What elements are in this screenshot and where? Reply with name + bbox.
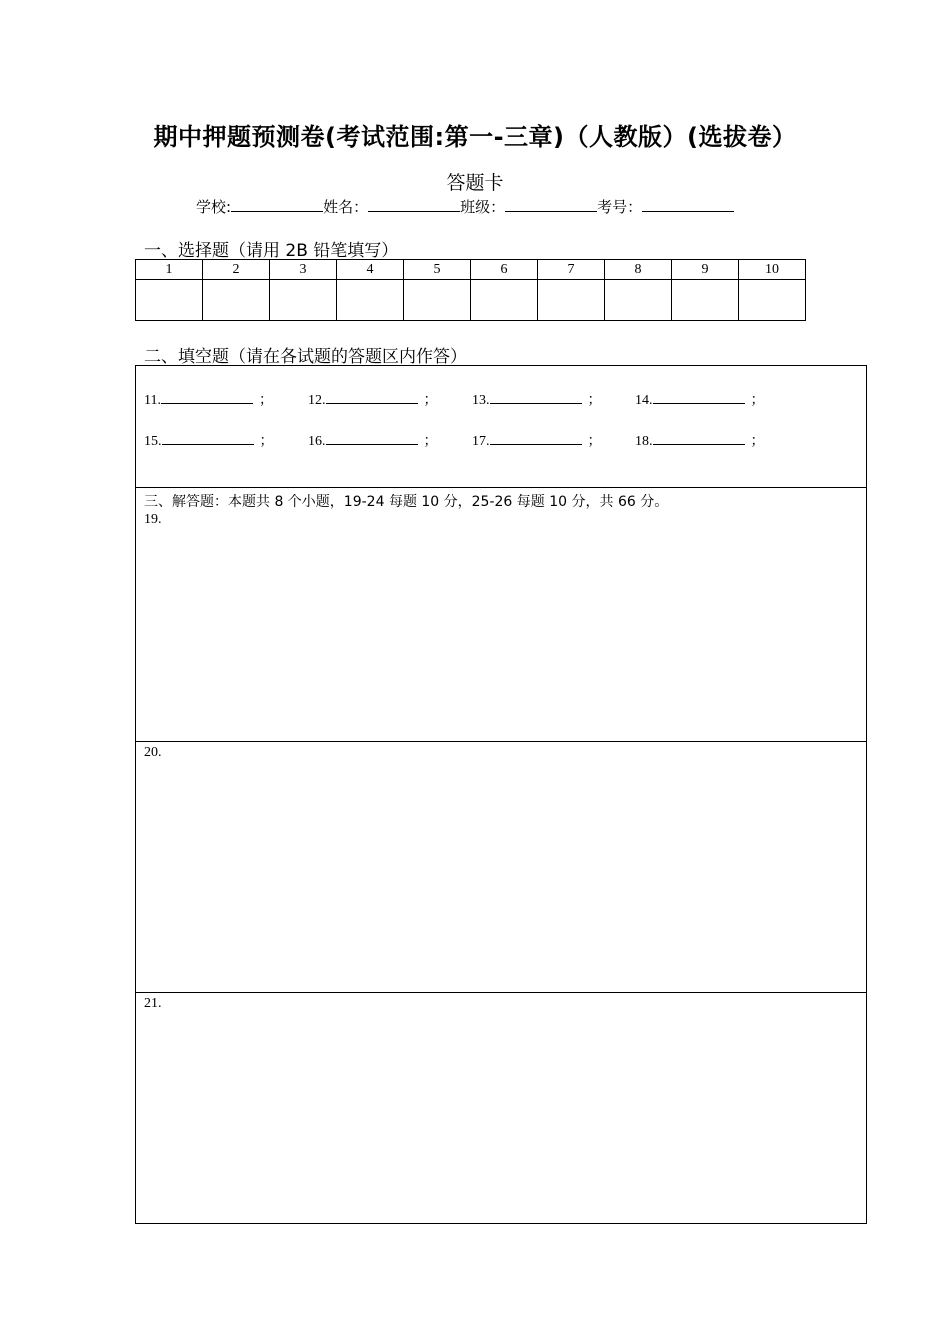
fill-separator: ；	[587, 393, 602, 408]
fill-blank[interactable]	[490, 390, 582, 404]
section-choice-heading: 一、选择题（请用 2B 铅笔填写）	[144, 241, 399, 261]
choice-answer-cell[interactable]	[538, 280, 605, 321]
choice-number: 2	[203, 260, 270, 280]
fill-item	[308, 389, 438, 409]
choice-number: 7	[538, 260, 605, 280]
choice-answer-table	[135, 259, 806, 321]
choice-number: 6	[471, 260, 538, 280]
choice-answer-cell[interactable]	[605, 280, 672, 321]
fill-item-number: 14.	[635, 393, 653, 408]
fill-blank[interactable]	[490, 431, 582, 445]
fill-item	[144, 430, 274, 450]
fill-blank[interactable]	[326, 431, 418, 445]
answer-box-20[interactable]	[135, 741, 867, 993]
question-number: 19.	[144, 512, 162, 527]
fill-item	[144, 389, 273, 409]
fill-item-number: 12.	[308, 393, 326, 408]
fill-item	[635, 430, 765, 450]
fill-blank[interactable]	[653, 431, 745, 445]
class-label: 班级：	[460, 198, 506, 216]
choice-answer-row	[136, 280, 806, 321]
choice-answer-cell[interactable]	[270, 280, 337, 321]
fill-separator: ；	[750, 434, 765, 449]
fill-item-number: 16.	[308, 434, 326, 449]
choice-number: 10	[739, 260, 806, 280]
name-label: 姓名：	[323, 198, 369, 216]
choice-answer-cell[interactable]	[672, 280, 739, 321]
school-label: 学校:	[196, 198, 232, 216]
fill-item	[472, 389, 602, 409]
fill-item	[472, 430, 602, 450]
school-field[interactable]	[231, 197, 323, 212]
exam-number-label: 考号：	[597, 198, 643, 216]
name-field[interactable]	[368, 197, 460, 212]
fill-blank[interactable]	[161, 390, 253, 404]
page-title: 期中押题预测卷(考试范围:第一-三章)（人教版）(选拔卷）	[153, 123, 797, 151]
student-info-line	[196, 196, 734, 217]
choice-header-row	[136, 260, 806, 280]
section-fill-heading: 二、填空题（请在各试题的答题区内作答）	[144, 347, 467, 367]
fill-separator: ；	[587, 434, 602, 449]
choice-answer-cell[interactable]	[471, 280, 538, 321]
choice-answer-cell[interactable]	[404, 280, 471, 321]
fill-item-number: 11.	[144, 393, 161, 408]
fill-item-number: 17.	[472, 434, 490, 449]
choice-number: 5	[404, 260, 471, 280]
fill-item-number: 15.	[144, 434, 162, 449]
choice-answer-cell[interactable]	[136, 280, 203, 321]
choice-number: 4	[337, 260, 404, 280]
page-subtitle: 答题卡	[446, 172, 504, 194]
fill-blank[interactable]	[653, 390, 745, 404]
question-number: 20.	[144, 745, 162, 760]
fill-blank[interactable]	[326, 390, 418, 404]
class-field[interactable]	[505, 197, 597, 212]
fill-item-number: 18.	[635, 434, 653, 449]
choice-number: 9	[672, 260, 739, 280]
choice-number: 1	[136, 260, 203, 280]
fill-separator: ；	[258, 393, 273, 408]
choice-number: 8	[605, 260, 672, 280]
choice-answer-cell[interactable]	[203, 280, 270, 321]
answer-box-21[interactable]	[135, 992, 867, 1224]
fill-in-answer-box	[135, 365, 867, 488]
exam-number-field[interactable]	[642, 197, 734, 212]
fill-item	[308, 430, 438, 450]
fill-separator: ；	[750, 393, 765, 408]
choice-number: 3	[270, 260, 337, 280]
section-answer-heading: 三、解答题：本题共 8 个小题，19-24 每题 10 分，25-26 每题 10 分，共 66 分。	[144, 494, 669, 510]
fill-separator: ；	[423, 393, 438, 408]
answer-box-19[interactable]	[135, 487, 867, 742]
choice-answer-cell[interactable]	[337, 280, 404, 321]
choice-answer-cell[interactable]	[739, 280, 806, 321]
fill-item-number: 13.	[472, 393, 490, 408]
question-number: 21.	[144, 996, 162, 1011]
fill-separator: ；	[259, 434, 274, 449]
fill-separator: ；	[423, 434, 438, 449]
fill-blank[interactable]	[162, 431, 254, 445]
fill-item	[635, 389, 765, 409]
